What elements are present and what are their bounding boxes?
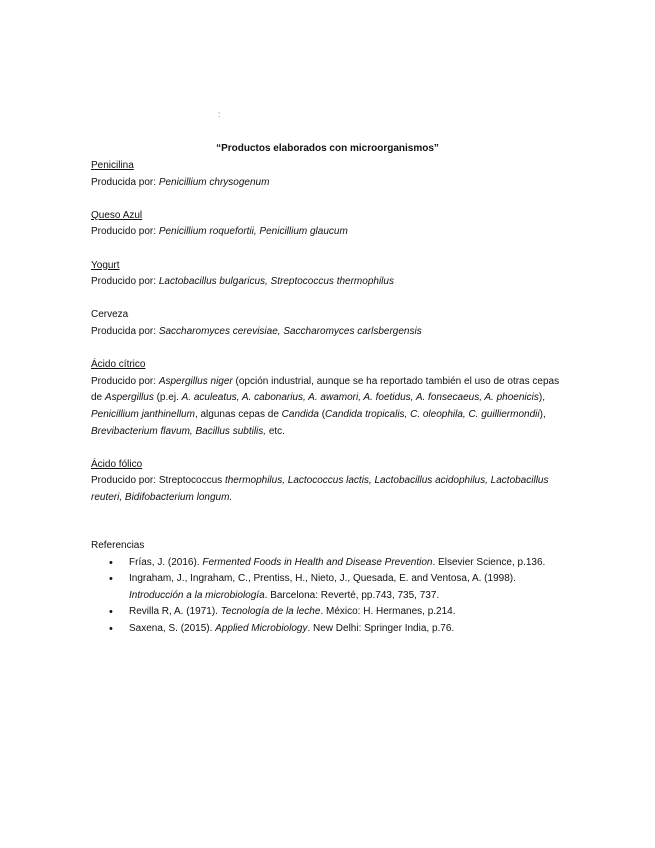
text-run: . Barcelona: Reverté, pp.743, 735, 737. <box>264 589 440 601</box>
text-run: Ingraham, J., Ingraham, C., Prentiss, H., Nieto, J., Quesada, E. and Ventosa, A. (1998). <box>129 573 516 585</box>
italic-text: thermophilus, Lactococcus lactis, Lactobacillus acidophilus, Lactobacillus reuteri, Bidifobacterium longum. <box>91 475 549 503</box>
text-run: ), <box>539 408 546 420</box>
references-section <box>91 538 571 638</box>
italic-text: Brevibacterium flavum, Bacillus subtilis, <box>91 425 267 437</box>
section-body <box>91 324 561 341</box>
text-run: Producido por: <box>91 276 159 288</box>
italic-text: Lactobacillus bulgaricus, Streptococcus thermophilus <box>158 276 394 288</box>
references-heading: Referencias <box>91 540 145 551</box>
italic-text: A. aculeatus, A. cabonarius, A. awamori, A. foetidus, A. fonsecaeus, A. phoenicis <box>181 392 539 404</box>
text-run: Producido por: <box>91 375 159 387</box>
italic-text: Candida tropicalis, C. oleophila, C. guilliermondii <box>325 408 540 420</box>
section-body <box>91 473 561 506</box>
italic-text: Penicillium janthinellum <box>91 408 195 420</box>
section-acido-citrico <box>91 357 561 440</box>
italic-text: Introducción a la microbiología <box>129 589 265 601</box>
section-heading: Penicilina <box>91 160 134 171</box>
references-list <box>91 555 571 638</box>
section-cerveza <box>91 307 561 340</box>
italic-text: Aspergillus <box>104 392 154 404</box>
text-run: Producido por: <box>91 226 159 238</box>
text-run: Frías, J. (2016). <box>129 556 203 568</box>
text-run: . México: H. Hermanes, p.214. <box>320 606 456 618</box>
text-run: etc. <box>266 425 285 437</box>
text-run: (opción industrial, aunque se ha reportado también el uso de otras cepas de <box>91 375 560 404</box>
italic-text: Fermented Foods in Health and Disease Prevention <box>202 556 433 568</box>
italic-text: Penicillium roquefortii, Penicillium glaucum <box>158 226 348 238</box>
text-run: ( <box>318 408 326 420</box>
italic-text: Saccharomyces cerevisiae, Saccharomyces carlsbergensis <box>158 325 422 337</box>
page-title: “Productos elaborados con microorganismos” <box>216 143 439 154</box>
section-heading: Queso Azul <box>91 209 143 221</box>
text-run: . New Delhi: Springer India, p.76. <box>307 622 455 634</box>
reference-item <box>91 604 571 621</box>
italic-text: Candida <box>281 408 319 420</box>
section-acido-folico <box>91 457 561 507</box>
text-run: , algunas cepas de <box>194 408 282 420</box>
section-heading: Cerveza <box>91 309 129 321</box>
section-yogurt <box>91 258 561 291</box>
italic-text: Applied Microbiology <box>215 622 308 634</box>
text-run: ), <box>538 392 545 404</box>
section-body <box>91 224 561 241</box>
section-heading: Ácido fólico <box>91 458 143 470</box>
section-body <box>91 175 561 192</box>
section-heading: Ácido cítrico <box>91 359 146 371</box>
reference-item <box>91 571 571 604</box>
section-body <box>91 374 561 440</box>
stray-mark: : <box>218 110 221 119</box>
text-run: Producida por: <box>91 325 159 337</box>
section-heading: Yogurt <box>91 259 120 271</box>
section-queso-azul <box>91 208 561 241</box>
text-run: Producido por: Streptococcus <box>91 475 225 487</box>
reference-item <box>91 621 571 638</box>
text-run: Revilla R, A. (1971). <box>129 606 221 618</box>
reference-item <box>91 555 571 572</box>
text-run: Producida por: <box>91 176 159 188</box>
text-run: . Elsevier Science, p.136. <box>432 556 546 568</box>
italic-text: Tecnología de la leche <box>220 606 321 618</box>
section-body <box>91 274 561 291</box>
text-run: Saxena, S. (2015). <box>129 622 216 634</box>
sections-container <box>91 158 561 523</box>
italic-text: Penicillium chrysogenum <box>158 176 270 188</box>
text-run: (p.ej. <box>153 392 182 404</box>
section-penicilina <box>91 158 561 191</box>
italic-text: Aspergillus niger <box>158 375 233 387</box>
